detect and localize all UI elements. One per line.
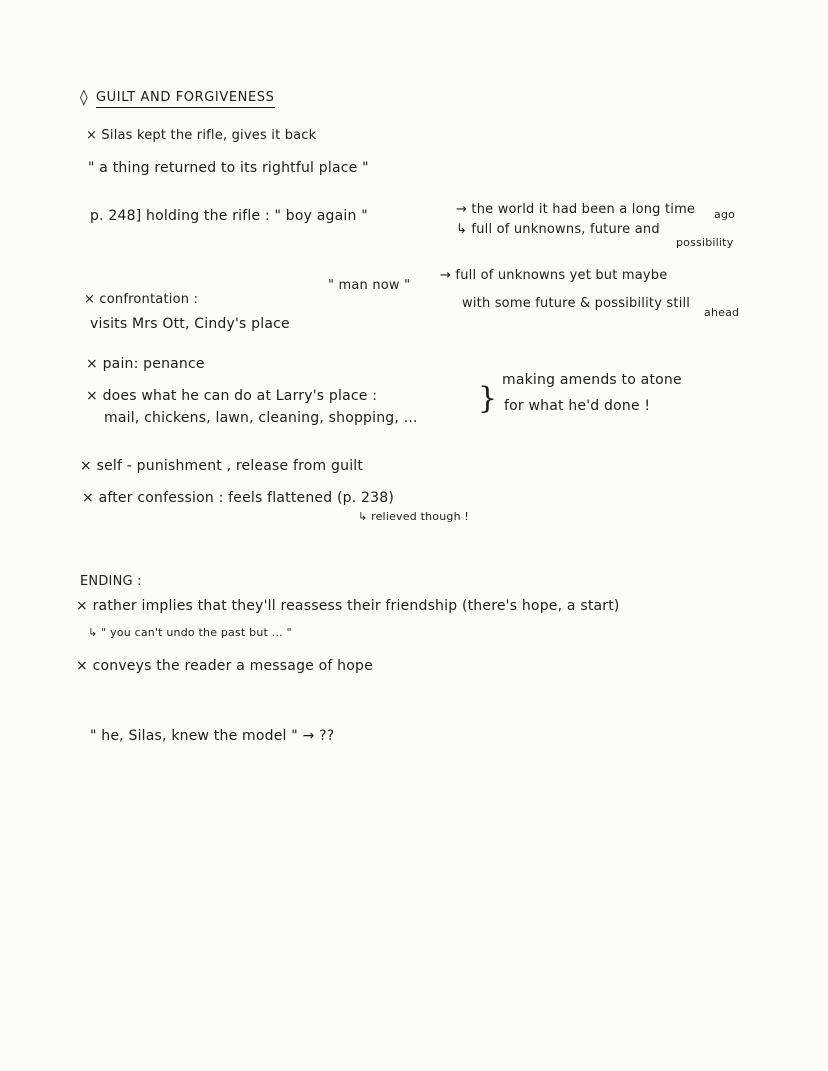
note-side-ago: ago — [714, 208, 736, 221]
note-line-message-of-hope: × conveys the reader a message of hope — [76, 658, 373, 674]
note-line-man-now: " man now " — [328, 278, 411, 293]
section-heading: GUILT AND FORGIVENESS — [96, 90, 275, 108]
note-line-self-punishment: × self - punishment , release from guilt — [80, 458, 364, 474]
note-side-ahead: ahead — [704, 306, 740, 319]
note-line-ending-heading: ENDING : — [80, 574, 142, 589]
note-line-silas-rifle: × Silas kept the rifle, gives it back — [86, 128, 317, 143]
note-side-unknowns-maybe: → full of unknowns yet but maybe — [440, 268, 668, 283]
note-side-full-of-unknowns: ↳ full of unknowns, future and — [456, 222, 660, 237]
note-line-confrontation: × confrontation : — [84, 292, 199, 307]
note-line-chores: mail, chickens, lawn, cleaning, shopping, ... — [104, 410, 418, 426]
note-side-possibility: possibility — [676, 236, 734, 249]
note-line-visits: visits Mrs Ott, Cindy's place — [90, 316, 290, 332]
brace-icon: } — [478, 381, 498, 416]
note-line-knew-the-model: " he, Silas, knew the model " → ?? — [90, 728, 335, 744]
note-line-larrys-place: × does what he can do at Larry's place : — [86, 388, 378, 404]
note-side-relieved: ↳ relieved though ! — [358, 510, 470, 523]
note-side-cant-undo-past: ↳ " you can't undo the past but ... " — [88, 626, 292, 639]
note-line-after-confession: × after confession : feels flattened (p. 238) — [82, 490, 394, 506]
note-side-future-possibility: with some future & possibility still — [462, 296, 691, 311]
note-side-making-amends: making amends to atone — [502, 372, 682, 388]
heading-bullet: ◊ — [80, 88, 88, 106]
note-line-pain-penance: × pain: penance — [86, 356, 205, 372]
note-side-world-long-time: → the world it had been a long time — [456, 202, 696, 217]
note-line-reassess-friendship: × rather implies that they'll reassess their friendship (there's hope, a start) — [76, 598, 620, 614]
note-side-what-hed-done: for what he'd done ! — [504, 398, 651, 414]
note-line-quote-rightful-place: " a thing returned to its rightful place " — [88, 160, 369, 176]
note-line-boy-again: p. 248] holding the rifle : " boy again " — [90, 208, 368, 224]
